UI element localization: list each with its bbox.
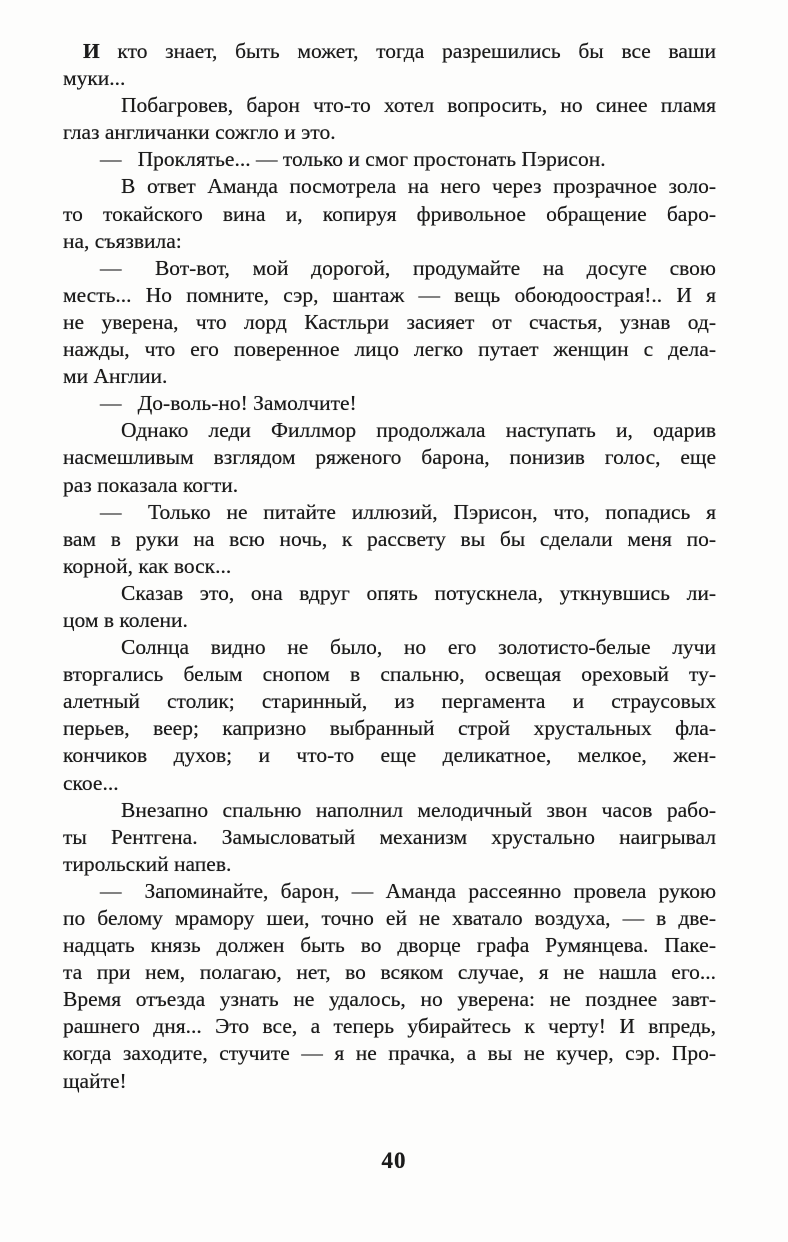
text-line: алетный столик; старинный, из пергамента и страусовых bbox=[63, 689, 716, 714]
text-line: корной, как воск... bbox=[63, 553, 232, 578]
text-line: И кто знает, быть может, тогда разрешились бы все ваши bbox=[83, 39, 716, 63]
text-line: Побагровев, барон что-то хотел вопросить, но синее пламя bbox=[121, 93, 716, 118]
page-number: 40 bbox=[381, 1148, 407, 1173]
text-line: тирольский напев. bbox=[63, 851, 232, 876]
text-line: на, съязвила: bbox=[63, 228, 182, 253]
text-line: насмешливым взглядом ряженого барона, понизив голос, еще bbox=[63, 445, 716, 470]
text-line: Сказав это, она вдруг опять потускнела, уткнувшись ли- bbox=[121, 580, 716, 605]
text-line: рашнего дня... Это все, а теперь убирайтесь к черту! И впредь, bbox=[63, 1014, 716, 1039]
text-line: по белому мрамору шеи, точно ей не хватало воздуха, — в две- bbox=[63, 906, 716, 930]
text-line: то токайского вина и, копируя фривольное обращение баро- bbox=[63, 201, 716, 226]
text-line: Внезапно спальню наполнил мелодичный звон часов рабо- bbox=[121, 797, 716, 822]
text-line: — До-воль-но! Замолчите! bbox=[100, 391, 357, 416]
page-text bbox=[63, 38, 716, 1095]
text-line: Солнца видно не было, но его золотисто-белые лучи bbox=[121, 635, 716, 660]
text-line: — Вот-вот, мой дорогой, продумайте на досуге свою bbox=[100, 255, 716, 280]
text-line: перьев, веер; капризно выбранный строй хрустальных фла- bbox=[63, 716, 716, 741]
text-line: месть... Но помните, сэр, шантаж — вещь обоюдоострая!.. И я bbox=[63, 282, 716, 307]
text-line: вам в руки на всю ночь, к рассвету вы бы сделали меня по- bbox=[63, 526, 716, 551]
text-line: нажды, что его поверенное лицо легко путает женщин с дела- bbox=[63, 337, 716, 362]
text-line: щайте! bbox=[63, 1068, 127, 1093]
text-line: — Запоминайте, барон, — Аманда рассеянно провела рукою bbox=[100, 878, 716, 903]
text-line: Время отъезда узнать не удалось, но уверена: не позднее завт- bbox=[63, 987, 716, 1012]
text-line: раз показала когти. bbox=[63, 472, 239, 497]
text-line: — Только не питайте иллюзий, Пэрисон, что, попадись я bbox=[100, 499, 716, 524]
text-line: муки... bbox=[63, 66, 126, 91]
text-line: не уверена, что лорд Кастльри засияет от счастья, узнав од- bbox=[63, 309, 716, 334]
text-line: ми Англии. bbox=[63, 364, 168, 389]
text-line: кончиков духов; и что-то еще деликатное, мелкое, жен- bbox=[63, 743, 716, 768]
text-line: глаз англичанки сожгло и это. bbox=[63, 120, 336, 145]
text-line: цом в колени. bbox=[63, 607, 188, 632]
text-line: ское... bbox=[63, 770, 119, 795]
text-line: когда заходите, стучите — я не прачка, а вы не кучер, сэр. Про- bbox=[63, 1041, 716, 1066]
text-line: вторгались белым снопом в спальню, освещая ореховый ту- bbox=[63, 662, 716, 687]
bold-lead-letter: И bbox=[83, 39, 100, 63]
text-line: та при нем, полагаю, нет, во всяком случае, я не нашла его... bbox=[63, 960, 716, 985]
text-line: Однако леди Филлмор продолжала наступать и, одарив bbox=[121, 418, 716, 443]
text-line: ты Рентгена. Замысловатый механизм хрустально наигрывал bbox=[63, 824, 716, 849]
text-line: В ответ Аманда посмотрела на него через прозрачное золо- bbox=[121, 174, 716, 199]
text-line: — Проклятье... — только и смог простонать Пэрисон. bbox=[100, 147, 606, 172]
text-line: надцать князь должен быть во дворце графа Румянцева. Паке- bbox=[63, 933, 716, 958]
